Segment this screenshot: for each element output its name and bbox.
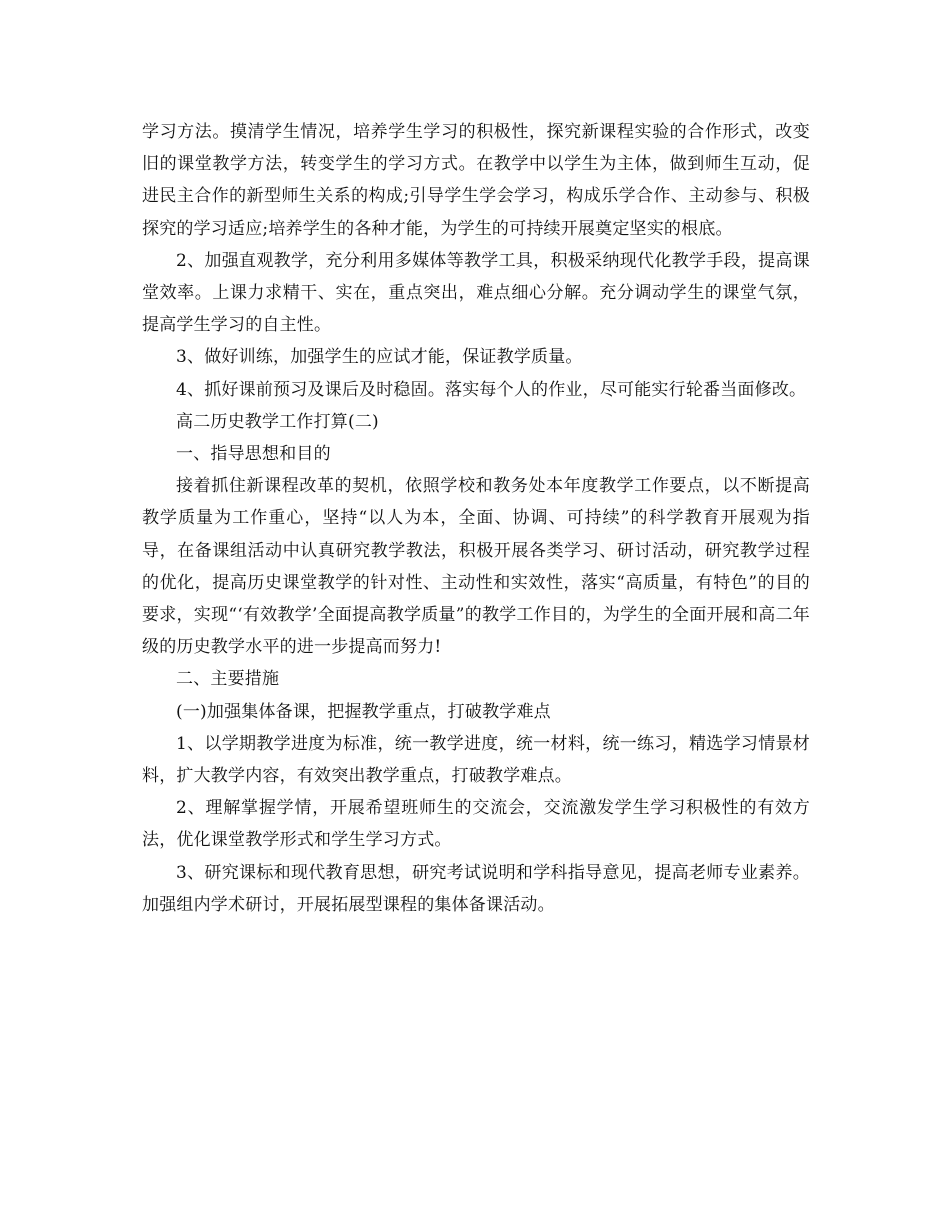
paragraph-item-2-intuitive-teaching: 2、加强直观教学，充分利用多媒体等教学工具，积极采纳现代化教学手段，提高课堂效率。上课力求精干、实在，重点突出，难点细心分解。充分调动学生的课堂气氛，提高学生学习的自主性。 <box>142 250 810 336</box>
heading-main-measures: 二、主要措施 <box>176 669 280 690</box>
paragraph-measure-2: 2、理解掌握学情，开展希望班师生的交流会，交流激发学生学习积极性的有效方法，优化课堂教学形式和学生学习方式。 <box>142 798 810 851</box>
paragraph-guiding-ideology: 接着抓住新课程改革的契机，依照学校和教务处本年度教学工作要点，以不断提高教学质量为工作重心，坚持“以人为本，全面、协调、可持续”的科学教育开展观为指导，在备课组活动中认真研究教学教法，积极开展各类学习、研讨活动，研究教学过程的优化，提高历史课堂教学的针对性、主动性和实效性，落实“高质量，有特色”的目的要求，实现“‘有效教学’全面提高教学质量”的教学工作目的，为学生的全面开展和高二年级的历史教学水平的进一步提高而努力! <box>142 476 810 658</box>
paragraph-measure-1: 1、以学期教学进度为标准，统一教学进度，统一材料，统一练习，精选学习情景材料，扩大教学内容，有效突出教学重点，打破教学难点。 <box>142 733 810 787</box>
section-title-plan-2: 高二历史教学工作打算(二) <box>176 411 379 432</box>
heading-guiding-ideology: 一、指导思想和目的 <box>176 444 331 465</box>
paragraph-learning-methods: 学习方法。摸清学生情况，培养学生学习的积极性，探究新课程实验的合作形式，改变旧的课堂教学方法，转变学生的学习方式。在教学中以学生为主体，做到师生互动，促进民主合作的新型师生关系的构成;引导学生学会学习，构成乐学合作、主动参与、积极探究的学习适应;培养学生的各种才能，为学生的可持续开展奠定坚实的根底。 <box>142 122 810 239</box>
subheading-collective-lesson-prep: (一)加强集体备课，把握教学重点，打破教学难点 <box>176 701 551 722</box>
paragraph-measure-3: 3、研究课标和现代教育思想，研究考试说明和学科指导意见，提高老师专业素养。加强组内学术研讨，开展拓展型课程的集体备课活动。 <box>142 862 810 915</box>
paragraph-item-3-training: 3、做好训练，加强学生的应试才能，保证教学质量。 <box>176 347 583 368</box>
document-body <box>142 116 810 921</box>
paragraph-item-4-preview-review: 4、抓好课前预习及课后及时稳固。落实每个人的作业，尽可能实行轮番当面修改。 <box>176 379 807 400</box>
